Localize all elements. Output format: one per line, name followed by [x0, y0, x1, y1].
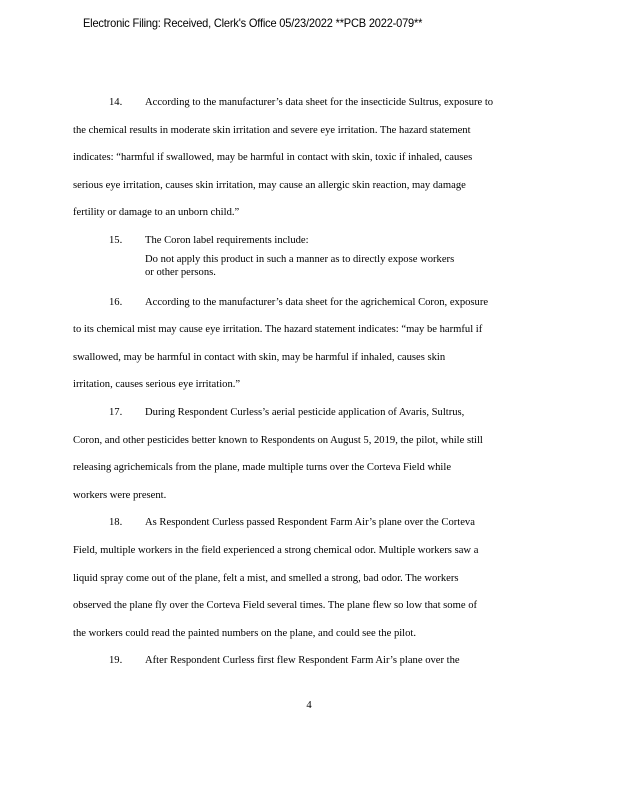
paragraph-18 [73, 509, 548, 647]
paragraph-text: After Respondent Curless first flew Respondent Farm Air’s plane over the [145, 655, 460, 667]
paragraph-number: 19. [109, 655, 123, 667]
paragraph-15 [73, 227, 548, 255]
paragraph-number: 17. [109, 406, 123, 418]
paragraph-line: releasing agrichemicals from the plane, made multiple turns over the Corteva Field while [73, 462, 452, 474]
paragraph-line [73, 399, 548, 427]
paragraph-19 [73, 647, 548, 675]
paragraph-line: irritation, causes serious eye irritation.” [73, 379, 241, 391]
paragraph-17 [73, 399, 548, 509]
paragraph-number: 18. [109, 517, 123, 529]
paragraph-line: Coron, and other pesticides better known to Respondents on August 5, 2019, the pilot, while still [73, 434, 483, 446]
paragraph-line [73, 89, 548, 117]
paragraph-text: According to the manufacturer’s data sheet for the insecticide Sultrus, exposure to [145, 97, 494, 108]
paragraph-line: workers were present. [73, 489, 167, 501]
paragraph-line [73, 509, 548, 537]
paragraph-line: the workers could read the painted numbers on the plane, and could see the pilot. [73, 627, 417, 639]
paragraph-text: According to the manufacturer’s data sheet for the agrichemical Coron, exposure [145, 296, 489, 308]
paragraph-line: fertility or damage to an unborn child.” [73, 207, 240, 219]
paragraph-line: to its chemical mist may cause eye irritation. The hazard statement indicates: “may be harmful if [73, 324, 483, 336]
paragraph-16 [73, 289, 548, 399]
paragraph-text: The Coron label requirements include: [145, 234, 309, 246]
paragraph-line: indicates: “harmful if swallowed, may be harmful in contact with skin, toxic if inhaled, causes [73, 152, 473, 164]
paragraph-number: 14. [109, 97, 123, 108]
paragraph-number: 16. [109, 296, 123, 308]
paragraph-line [73, 289, 548, 317]
paragraph-line [73, 647, 548, 675]
paragraph-line: Field, multiple workers in the field experienced a strong chemical odor. Multiple workers saw a [73, 544, 479, 556]
filing-stamp-header: Electronic Filing: Received, Clerk's Office 05/23/2022 **PCB 2022-079** [83, 16, 423, 30]
paragraph-text: As Respondent Curless passed Respondent Farm Air’s plane over the Corteva [145, 517, 475, 529]
paragraph-line: observed the plane fly over the Corteva Field several times. The plane flew so low that some of [73, 600, 478, 612]
paragraph-line: the chemical results in moderate skin irritation and severe eye irritation. The hazard statement [73, 124, 471, 136]
block-quote-coron-label [145, 253, 525, 285]
document-body [73, 89, 548, 675]
quote-line: Do not apply this product in such a manner as to directly expose workers [145, 253, 455, 265]
quote-line: or other persons. [145, 266, 216, 278]
paragraph-line: swallowed, may be harmful in contact with skin, may be harmful if inhaled, causes skin [73, 351, 446, 363]
paragraph-14 [73, 89, 548, 227]
paragraph-number: 15. [109, 234, 123, 246]
paragraph-line [73, 227, 548, 255]
paragraph-line: serious eye irritation, causes skin irritation, may cause an allergic skin reaction, may damage [73, 179, 466, 191]
paragraph-text: During Respondent Curless’s aerial pesticide application of Avaris, Sultrus, [145, 406, 465, 418]
page-number: 4 [306, 700, 312, 711]
paragraph-line: liquid spray come out of the plane, felt a mist, and smelled a strong, bad odor. The workers [73, 572, 459, 584]
